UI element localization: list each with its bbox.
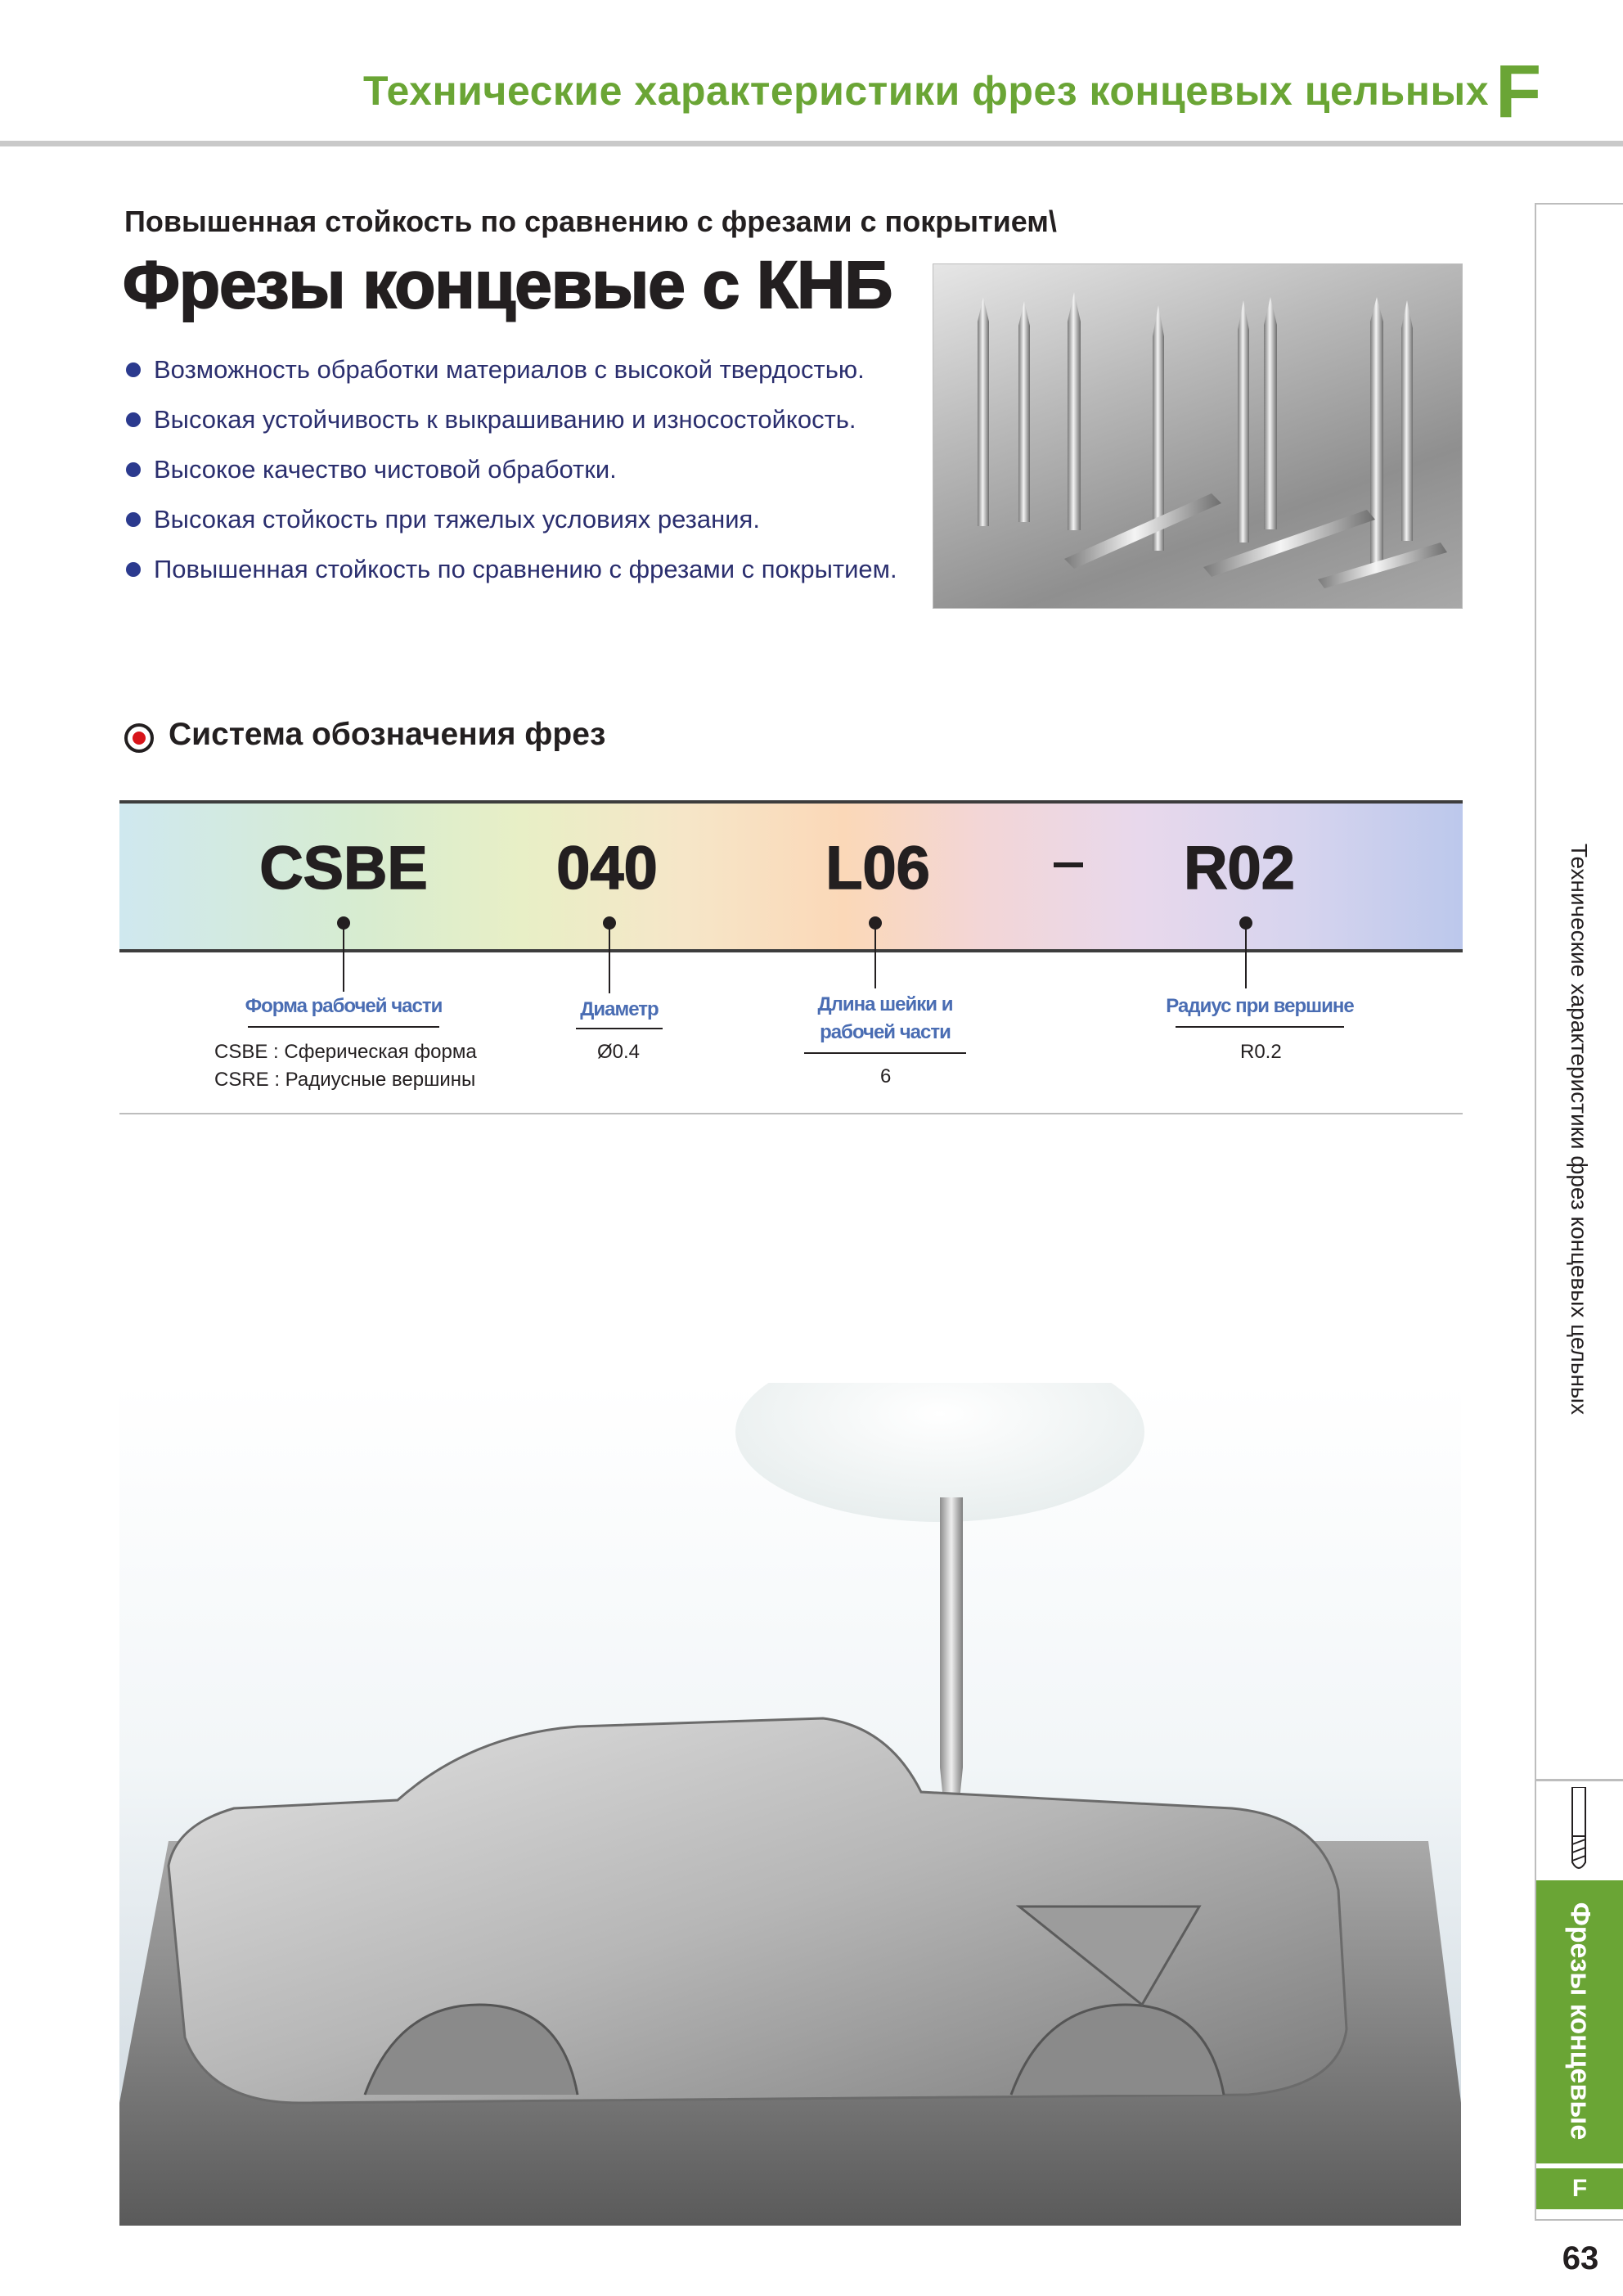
label-underline — [576, 1028, 663, 1029]
page-number-divider — [1536, 2219, 1623, 2221]
value-shape-1: CSBE : Сферическая форма — [214, 1041, 477, 1063]
feature-item: Повышенная стойкость по сравнению с фрезами с покрытием. — [123, 553, 897, 603]
side-tab-separator — [1535, 1779, 1623, 1781]
feature-item: Возможность обработки материалов с высокой твердостью. — [123, 353, 897, 403]
code-shape: CSBE — [259, 834, 428, 902]
label-length-line2: рабочей части — [820, 1021, 951, 1043]
label-underline — [1176, 1026, 1344, 1028]
connector-line — [874, 923, 876, 988]
feature-item: Высокая устойчивость к выкрашиванию и износостойкость. — [123, 403, 897, 453]
bullet-icon — [126, 562, 141, 577]
intro-subtitle: Повышенная стойкость по сравнению с фрезами с покрытием\ — [124, 205, 1057, 238]
section-letter-box: F — [1536, 2168, 1623, 2209]
connector-line — [609, 923, 610, 993]
feature-list — [123, 353, 897, 603]
side-tab-title: Технические характеристики фрез концевых цельных — [1567, 843, 1592, 1416]
end-mills-photo — [933, 263, 1463, 609]
label-underline — [248, 1026, 439, 1028]
section-divider — [119, 1113, 1463, 1114]
product-title: Фрезы концевые с КНБ — [123, 248, 892, 322]
page-header-title: Технические характеристики фрез концевых цельных — [362, 68, 1489, 114]
machining-photo — [119, 1383, 1461, 2226]
code-length: L06 — [825, 834, 930, 902]
code-diameter: 040 — [556, 834, 658, 902]
target-icon — [124, 723, 154, 753]
value-length: 6 — [880, 1065, 892, 1087]
value-diameter: Ø0.4 — [597, 1041, 641, 1063]
feature-item: Высокая стойкость при тяжелых условиях резания. — [123, 503, 897, 553]
feature-item: Высокое качество чистовой обработки. — [123, 453, 897, 503]
bullet-icon — [126, 462, 141, 477]
page-number: 63 — [1562, 2240, 1599, 2276]
label-radius: Радиус при вершине — [1166, 995, 1354, 1017]
section-letter: F — [1495, 50, 1542, 133]
label-underline — [804, 1052, 966, 1054]
code-radius: R02 — [1184, 834, 1295, 902]
label-diameter: Диаметр — [580, 998, 659, 1020]
header-divider — [0, 141, 1623, 146]
section-heading: Система обозначения фрез — [169, 717, 606, 752]
bullet-icon — [126, 512, 141, 527]
side-tab-top-border — [1535, 203, 1623, 205]
label-shape: Форма рабочей части — [245, 995, 443, 1017]
code-dash — [1054, 862, 1083, 867]
bullet-icon — [126, 362, 141, 377]
connector-line — [343, 923, 344, 992]
end-mills-illustration — [933, 264, 1462, 608]
label-length-line1: Длина шейки и — [817, 993, 953, 1015]
connector-line — [1245, 923, 1247, 988]
machining-illustration — [119, 1383, 1461, 2226]
value-shape-2: CSRE : Радиусные вершины — [214, 1069, 476, 1091]
end-mill-icon — [1554, 1787, 1603, 1874]
category-tab-label: Фрезы концевые — [1564, 1902, 1596, 2141]
bullet-icon — [126, 412, 141, 427]
value-radius: R0.2 — [1240, 1041, 1282, 1063]
